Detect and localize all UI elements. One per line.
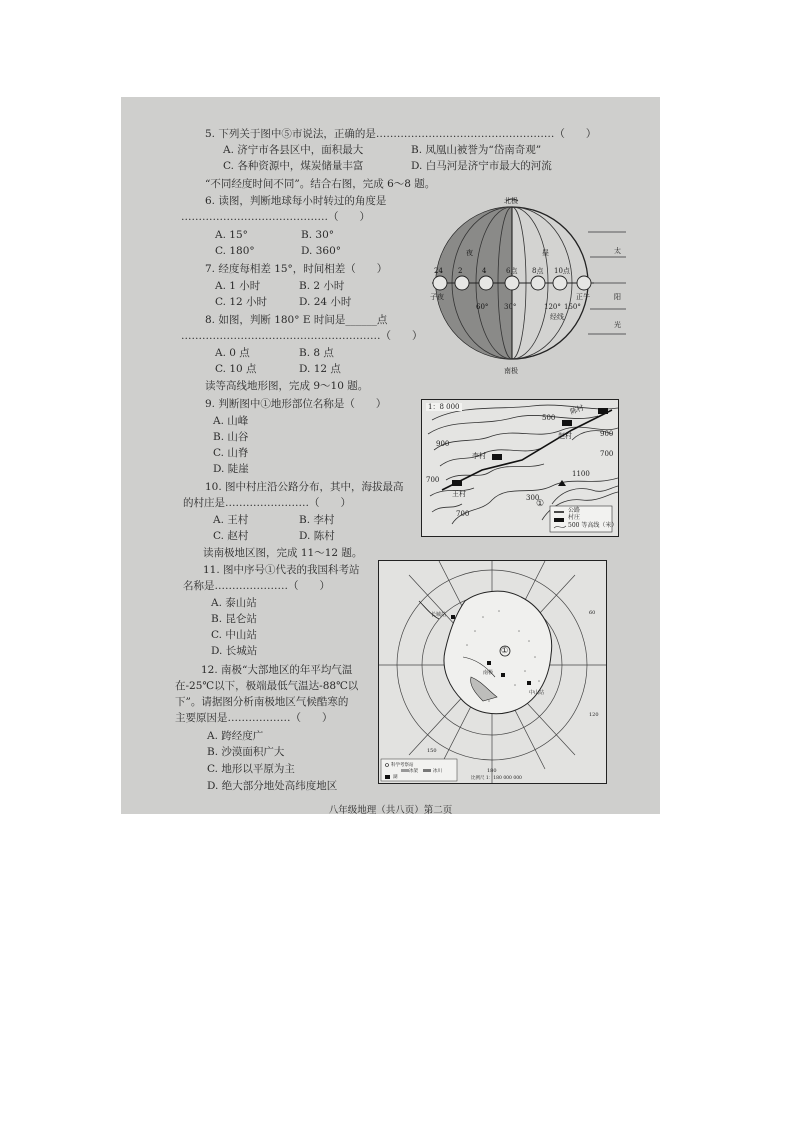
q12-stem-4: 主要原因是………………（ ） xyxy=(175,712,333,724)
lon-label-120: 120° xyxy=(544,303,561,311)
village-wang: 王村 xyxy=(452,490,466,498)
q11-stem: 11. 图中序号①代表的我国科考站 xyxy=(203,564,360,576)
great-wall-station: 长城站 xyxy=(431,612,447,618)
q6-option-b: B. 30° xyxy=(301,229,335,241)
q12-stem-3: 下”。请据图分析南极地区气候酷寒的 xyxy=(175,696,349,708)
contour-height-5: 1100 xyxy=(572,470,590,478)
contour-height-7: 700 xyxy=(456,510,470,518)
contour-height-8: 300 xyxy=(526,494,540,502)
village-li: 李村 xyxy=(472,452,486,460)
hour-label-10: 10点 xyxy=(554,267,570,275)
hour-label-8: 8点 xyxy=(532,267,544,275)
legend-station: 科学考察站 xyxy=(391,763,414,768)
intro-9-10: 读等高线地形图，完成 9～10 题。 xyxy=(205,380,369,392)
q12-option-c: C. 地形以平原为主 xyxy=(207,763,295,775)
q10-option-b: B. 李村 xyxy=(299,514,335,526)
village-zhao: 赵村 xyxy=(558,432,572,440)
contour-height-1: 500 xyxy=(542,414,556,422)
q9-option-a: A. 山峰 xyxy=(213,415,249,427)
q12-option-a: A. 跨经度广 xyxy=(207,730,264,742)
q10-option-d: D. 陈村 xyxy=(299,530,335,542)
q9-option-b: B. 山谷 xyxy=(213,431,249,443)
lon-label-150-ant: 150 xyxy=(427,748,437,754)
q7-option-c: C. 12 小时 xyxy=(215,296,268,308)
lon-label-60-ant: 60 xyxy=(589,610,596,616)
q5-option-d: D. 白马河是济宁市最大的河流 xyxy=(411,160,552,172)
q11-option-a: A. 泰山站 xyxy=(211,597,257,609)
village-chen: 陈村 xyxy=(569,403,585,417)
legend-contour: 500 等高线（米） xyxy=(568,522,618,529)
q9-option-d: D. 陡崖 xyxy=(213,463,249,475)
q6-stem: 6. 读图，判断地球每小时转过的角度是 xyxy=(205,195,387,207)
globe-figure xyxy=(426,197,626,377)
lon-label-180-ant: 180 xyxy=(487,768,497,774)
lon-label-120-ant: 120 xyxy=(589,712,599,718)
antarctic-station-1: ① xyxy=(501,646,509,655)
lon-label-30: 30° xyxy=(504,303,517,311)
hour-label-noon: 正午 xyxy=(576,293,590,301)
q12-stem-2: 在-25℃以下，极端最低气温达-88℃以 xyxy=(175,680,359,692)
q8-option-b: B. 8 点 xyxy=(299,347,334,359)
contour-map-figure xyxy=(421,399,619,537)
q8-stem-cont: …………………………………………………（ ） xyxy=(181,330,423,342)
q6-option-d: D. 360° xyxy=(301,245,342,257)
q8-option-c: C. 10 点 xyxy=(215,363,257,375)
q10-stem: 10. 图中村庄沿公路分布，其中，海拔最高 xyxy=(205,481,404,493)
q11-option-b: B. 昆仑站 xyxy=(211,613,257,625)
zhongshan-station: 中山站 xyxy=(529,690,545,696)
legend-glacier: 冰川 xyxy=(433,769,442,774)
lon-label-150: 150° xyxy=(564,303,581,311)
q11-option-d: D. 长城站 xyxy=(211,645,258,657)
q6-option-c: C. 180° xyxy=(215,245,255,257)
meridian-label: 经线 xyxy=(550,313,564,321)
contour-map-drawing xyxy=(422,400,618,536)
legend-road: 公路 xyxy=(568,507,581,514)
hour-label-6: 6点 xyxy=(506,267,518,275)
sunlight-label-1: 太 xyxy=(614,247,621,255)
sunlight-label-3: 光 xyxy=(614,321,621,329)
q9-stem: 9. 判断图中①地形部位名称是（ ） xyxy=(205,398,387,410)
q10-stem-cont: 的村庄是……………………（ ） xyxy=(183,497,351,509)
south-pole-label: 南极 xyxy=(504,367,518,375)
contour-height-3: 700 xyxy=(426,476,440,484)
north-pole-label: 北极 xyxy=(504,197,518,205)
q11-stem-cont: 名称是…………………（ ） xyxy=(183,580,330,592)
q5-stem: 5. 下列关于图中⑤市说法，正确的是……………………………………………（ ） xyxy=(205,128,597,140)
hour-label-4: 4 xyxy=(482,267,487,275)
lon-label-60: 60° xyxy=(476,303,489,311)
q5-option-a: A. 济宁市各县区中，面积最大 xyxy=(223,144,364,156)
south-pole-antarctic: 南极 xyxy=(483,670,494,676)
page-footer: 八年级地理（共八页）第二页 xyxy=(328,805,453,814)
q11-option-c: C. 中山站 xyxy=(211,629,257,641)
antarctic-scale: 比例尺 1：180 000 000 xyxy=(471,776,522,781)
q7-option-b: B. 2 小时 xyxy=(299,280,345,292)
q8-stem: 8. 如图，判断 180° E 时间是______点 xyxy=(205,314,388,326)
contour-scale: 1：8 000 xyxy=(428,403,460,411)
q9-option-c: C. 山脊 xyxy=(213,447,249,459)
q10-option-a: A. 王村 xyxy=(213,514,249,526)
q12-stem: 12. 南极“大部地区的年平均气温 xyxy=(201,664,353,676)
contour-height-2: 900 xyxy=(436,440,450,448)
night-label: 夜 xyxy=(466,249,473,257)
q6-option-a: A. 15° xyxy=(215,229,248,241)
q8-option-d: D. 12 点 xyxy=(299,363,341,375)
exam-page-photo xyxy=(121,97,660,814)
q12-option-d: D. 绝大部分地处高纬度地区 xyxy=(207,780,338,792)
day-label: 昼 xyxy=(542,249,549,257)
antarctic-map-figure xyxy=(378,560,607,784)
sunlight-label-2: 阳 xyxy=(614,293,621,301)
q6-stem-cont: ……………………………………（ ） xyxy=(181,211,370,223)
q7-option-a: A. 1 小时 xyxy=(215,280,261,292)
globe-drawing xyxy=(426,197,626,377)
q8-option-a: A. 0 点 xyxy=(215,347,250,359)
contour-height-4: 900 xyxy=(600,430,614,438)
hour-label-2: 2 xyxy=(458,267,463,275)
q5-option-b: B. 凤凰山被誉为“岱南奇观” xyxy=(411,144,542,156)
intro-11-12: 读南极地区图，完成 11～12 题。 xyxy=(203,547,363,559)
legend-lake: 湖 xyxy=(393,775,398,780)
midnight-label: 子夜 xyxy=(430,293,444,301)
q10-option-c: C. 赵村 xyxy=(213,530,249,542)
contour-height-6: 700 xyxy=(600,450,614,458)
hour-label-24: 24 xyxy=(434,267,443,275)
contour-point-1: ① xyxy=(536,499,545,509)
legend-ice-shelf: 冰架 xyxy=(409,769,418,774)
q12-option-b: B. 沙漠面积广大 xyxy=(207,746,285,758)
legend-village: 村庄 xyxy=(568,514,581,521)
q7-stem: 7. 经度每相差 15°，时间相差（ ） xyxy=(205,263,388,275)
q5-option-c: C. 各种资源中，煤炭储量丰富 xyxy=(223,160,364,172)
q7-option-d: D. 24 小时 xyxy=(299,296,352,308)
intro-6-8: “不同经度时间不同”。结合右图，完成 6～8 题。 xyxy=(205,178,436,190)
